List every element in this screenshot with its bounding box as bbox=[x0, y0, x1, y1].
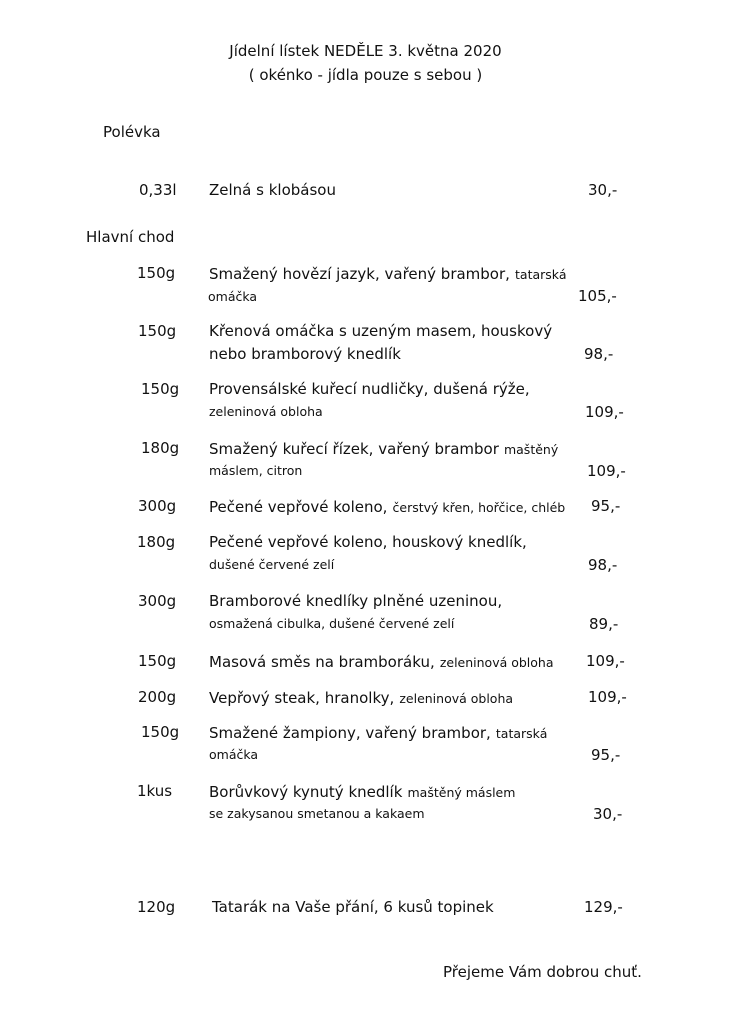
item-description bbox=[209, 439, 558, 458]
item-name: Borůvkový kynutý knedlík bbox=[209, 783, 403, 801]
item-side: zeleninová obloha bbox=[399, 691, 514, 706]
closing-wish: Přejeme Vám dobrou chuť. bbox=[443, 963, 642, 981]
item-price: 30,- bbox=[593, 805, 623, 823]
item-quantity: 150g bbox=[141, 723, 180, 741]
item-side: čerstvý křen, hořčice, chléb bbox=[392, 500, 566, 515]
item-name: Smažený kuřecí řízek, vařený brambor bbox=[209, 440, 499, 458]
item-side: tatarská bbox=[515, 267, 567, 282]
item-quantity: 150g bbox=[138, 652, 177, 670]
item-quantity: 180g bbox=[141, 439, 180, 457]
item-side: maštěný máslem bbox=[407, 785, 516, 800]
item-description-line2: zeleninová obloha bbox=[209, 404, 323, 419]
item-quantity: 200g bbox=[138, 688, 177, 706]
item-description bbox=[209, 264, 566, 283]
item-price: 98,- bbox=[584, 345, 614, 363]
item-quantity: 150g bbox=[141, 380, 180, 398]
item-quantity: 150g bbox=[138, 322, 177, 340]
section-heading-soup: Polévka bbox=[103, 123, 161, 141]
item-price: 95,- bbox=[591, 746, 621, 764]
item-description-line2: omáčka bbox=[209, 747, 259, 762]
item-quantity: 180g bbox=[137, 533, 176, 551]
item-name: Bramborové knedlíky plněné uzeninou, bbox=[209, 592, 503, 610]
special-quantity: 120g bbox=[137, 898, 176, 916]
item-name: Provensálské kuřecí nudličky, dušená rýže, bbox=[209, 380, 530, 398]
item-price: 109,- bbox=[585, 403, 624, 421]
item-name: Smažené žampiony, vařený brambor, bbox=[209, 724, 491, 742]
item-description-line2: dušené červené zelí bbox=[209, 557, 335, 572]
item-description-line2: se zakysanou smetanou a kakaem bbox=[209, 806, 425, 821]
item-price: 89,- bbox=[589, 615, 619, 633]
section-heading-main: Hlavní chod bbox=[86, 228, 175, 246]
item-price: 105,- bbox=[578, 287, 617, 305]
item-name: Smažený hovězí jazyk, vařený brambor, bbox=[209, 265, 510, 283]
item-side: tatarská bbox=[495, 726, 548, 741]
item-name: Vepřový steak, hranolky, bbox=[209, 689, 395, 707]
item-price: 98,- bbox=[588, 556, 618, 574]
menu-subtitle: ( okénko - jídla pouze s sebou ) bbox=[248, 66, 483, 84]
item-quantity: 300g bbox=[138, 592, 177, 610]
item-description-line2: omáčka bbox=[208, 289, 258, 304]
item-name: Pečené vepřové koleno, bbox=[209, 498, 388, 516]
item-description bbox=[209, 782, 515, 801]
item-price: 109,- bbox=[586, 652, 625, 670]
item-description-line2: máslem, citron bbox=[209, 463, 303, 478]
item-quantity: 150g bbox=[137, 264, 176, 282]
item-quantity: 300g bbox=[138, 497, 177, 515]
soup-quantity: 0,33l bbox=[139, 181, 177, 199]
item-quantity: 1kus bbox=[137, 782, 173, 800]
item-name: Pečené vepřové koleno, houskový knedlík, bbox=[209, 533, 527, 551]
special-price: 129,- bbox=[584, 898, 623, 916]
item-description bbox=[209, 688, 513, 707]
item-price: 95,- bbox=[591, 497, 621, 515]
item-price: 109,- bbox=[588, 688, 627, 706]
item-description bbox=[209, 652, 554, 671]
item-name: Křenová omáčka s uzeným masem, houskový bbox=[209, 322, 553, 340]
item-name: Masová směs na bramboráku, bbox=[209, 653, 435, 671]
menu-title: Jídelní lístek NEDĚLE 3. května 2020 bbox=[229, 42, 502, 60]
item-description-line2: osmažená cibulka, dušené červené zelí bbox=[209, 616, 455, 631]
item-side: zeleninová obloha bbox=[439, 655, 554, 670]
soup-name: Zelná s klobásou bbox=[209, 181, 336, 199]
special-name: Tatarák na Vaše přání, 6 kusů topinek bbox=[212, 898, 494, 916]
item-side: maštěný bbox=[503, 442, 559, 457]
soup-price: 30,- bbox=[588, 181, 618, 199]
item-price: 109,- bbox=[587, 462, 626, 480]
item-description bbox=[209, 497, 565, 516]
item-description bbox=[209, 723, 547, 742]
item-description-line2: nebo bramborový knedlík bbox=[209, 345, 401, 363]
